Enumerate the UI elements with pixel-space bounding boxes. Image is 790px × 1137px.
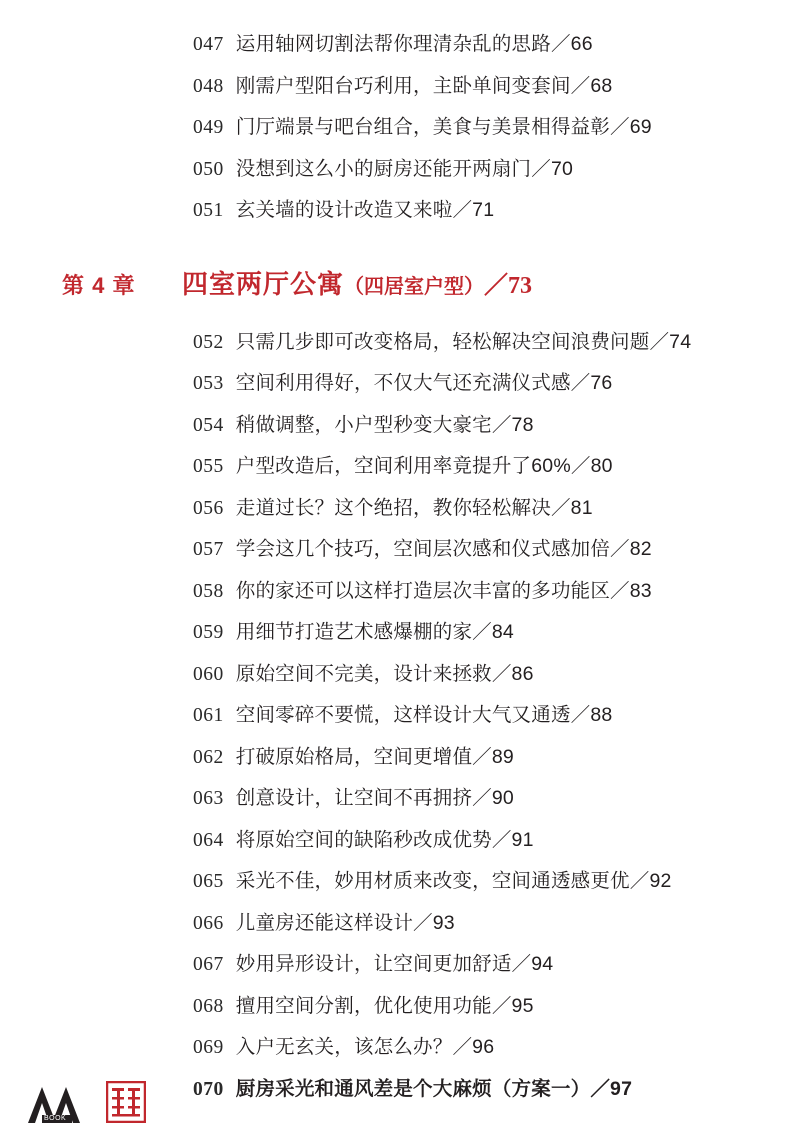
toc-entry-number: 065 — [193, 871, 224, 892]
toc-entry-number: 056 — [193, 497, 224, 519]
list-item[interactable] — [0, 111, 790, 153]
list-item[interactable] — [0, 575, 790, 617]
list-item[interactable] — [0, 865, 790, 907]
list-item[interactable] — [0, 409, 790, 451]
publisher-logo-text: BOOK — [44, 1115, 67, 1122]
toc-entry-number: 069 — [193, 1037, 224, 1058]
toc-entry-title: 擅用空间分割，优化使用功能／95 — [235, 994, 534, 1017]
chapter-heading — [0, 264, 790, 306]
toc-entry-number: 066 — [193, 912, 224, 934]
toc-entry-title: 你的家还可以这样打造层次丰富的多功能区／83 — [235, 579, 652, 602]
toc-entry-title: 运用轴网切割法帮你理清杂乱的思路／66 — [235, 33, 593, 55]
chapter-title: 四室两厅公寓 — [182, 268, 345, 299]
chapter-label: 第 4 章 — [62, 272, 136, 298]
toc-entry-number: 064 — [193, 829, 224, 851]
list-item[interactable] — [0, 741, 790, 783]
chapter-subtitle: （四居室户型） — [344, 275, 485, 298]
toc-entry-number: 051 — [193, 200, 224, 221]
toc-entry-number: 062 — [193, 746, 224, 768]
toc-entry-number: 055 — [193, 456, 224, 477]
toc-entry-number: 054 — [193, 414, 224, 436]
toc-entry-number: 060 — [193, 663, 224, 685]
toc-entry-title: 玄关墙的设计改造又来啦／71 — [235, 199, 495, 221]
toc-entry-title: 妙用异形设计，让空间更加舒适／94 — [235, 953, 554, 975]
toc-entry-title: 儿童房还能这样设计／93 — [235, 911, 455, 934]
list-item[interactable] — [0, 70, 790, 112]
list-item[interactable] — [0, 948, 790, 990]
toc-entry-title: 只需几步即可改变格局，轻松解决空间浪费问题／74 — [235, 330, 692, 353]
toc-entry-title: 将原始空间的缺陷秒改成优势／91 — [235, 828, 534, 851]
toc-list-chapter4 — [0, 326, 790, 1115]
list-item[interactable] — [0, 699, 790, 741]
list-item[interactable] — [0, 907, 790, 949]
list-item[interactable] — [0, 492, 790, 534]
toc-entry-number: 057 — [193, 539, 224, 560]
toc-entry-title: 用细节打造艺术感爆棚的家／84 — [235, 621, 514, 643]
toc-entry-title: 原始空间不完美，设计来拯救／86 — [235, 662, 534, 685]
toc-entry-title: 户型改造后，空间利用率竟提升了60%／80 — [235, 455, 613, 477]
list-item[interactable] — [0, 616, 790, 658]
toc-entry-title: 空间零碎不要慌，这样设计大气又通透／88 — [235, 704, 613, 726]
list-item[interactable] — [0, 533, 790, 575]
chapter-separator: ／ — [484, 272, 509, 299]
list-item[interactable] — [0, 194, 790, 236]
toc-entry-title: 刚需户型阳台巧利用，主卧单间变套间／68 — [235, 74, 613, 97]
chapter-page-number: 73 — [508, 272, 533, 299]
toc-entry-title: 采光不佳，妙用材质来改变，空间通透感更优／92 — [235, 870, 672, 892]
toc-entry-number: 047 — [193, 34, 224, 55]
toc-entry-title: 没想到这么小的厨房还能开两扇门／70 — [235, 157, 574, 180]
list-item[interactable] — [0, 824, 790, 866]
list-item[interactable] — [0, 28, 790, 70]
list-item[interactable] — [0, 782, 790, 824]
toc-entry-number: 068 — [193, 995, 224, 1017]
toc-entry-title: 走道过长？这个绝招，教你轻松解决／81 — [235, 496, 593, 519]
toc-entry-number: 049 — [193, 117, 224, 138]
toc-entry-number: 048 — [193, 75, 224, 97]
toc-entry-number: 053 — [193, 373, 224, 394]
toc-entry-number: 052 — [193, 331, 224, 353]
list-item[interactable] — [0, 367, 790, 409]
toc-entry-title: 打破原始格局，空间更增值／89 — [235, 745, 514, 768]
toc-entry-number: 058 — [193, 580, 224, 602]
toc-list-top — [0, 28, 790, 236]
toc-entry-title: 门厅端景与吧台组合，美食与美景相得益彰／69 — [235, 116, 652, 138]
publisher-seal-icon — [106, 1081, 146, 1123]
toc-entry-title: 学会这几个技巧，空间层次感和仪式感加倍／82 — [235, 538, 652, 560]
list-item[interactable] — [0, 658, 790, 700]
toc-entry-title: 空间利用得好，不仅大气还充满仪式感／76 — [235, 372, 613, 394]
list-item[interactable] — [0, 450, 790, 492]
toc-entry-number: 059 — [193, 622, 224, 643]
list-item[interactable] — [0, 326, 790, 368]
publisher-logo-icon — [28, 1081, 80, 1123]
toc-entry-number: 050 — [193, 158, 224, 180]
toc-entry-number: 063 — [193, 788, 224, 809]
toc-entry-title: 稍做调整，小户型秒变大豪宅／78 — [235, 413, 534, 436]
list-item[interactable] — [0, 990, 790, 1032]
list-item[interactable] — [0, 153, 790, 195]
toc-entry-number: 067 — [193, 954, 224, 975]
page-footer — [28, 1081, 146, 1123]
toc-entry-title: 创意设计，让空间不再拥挤／90 — [235, 787, 514, 809]
list-item[interactable] — [0, 1031, 790, 1073]
toc-entry-number: 061 — [193, 705, 224, 726]
toc-entry-title: 入户无玄关，该怎么办？／96 — [235, 1036, 495, 1058]
toc-entry-title: 厨房采光和通风差是个大麻烦（方案一）／97 — [235, 1077, 633, 1100]
toc-entry-number: 070 — [193, 1078, 224, 1100]
